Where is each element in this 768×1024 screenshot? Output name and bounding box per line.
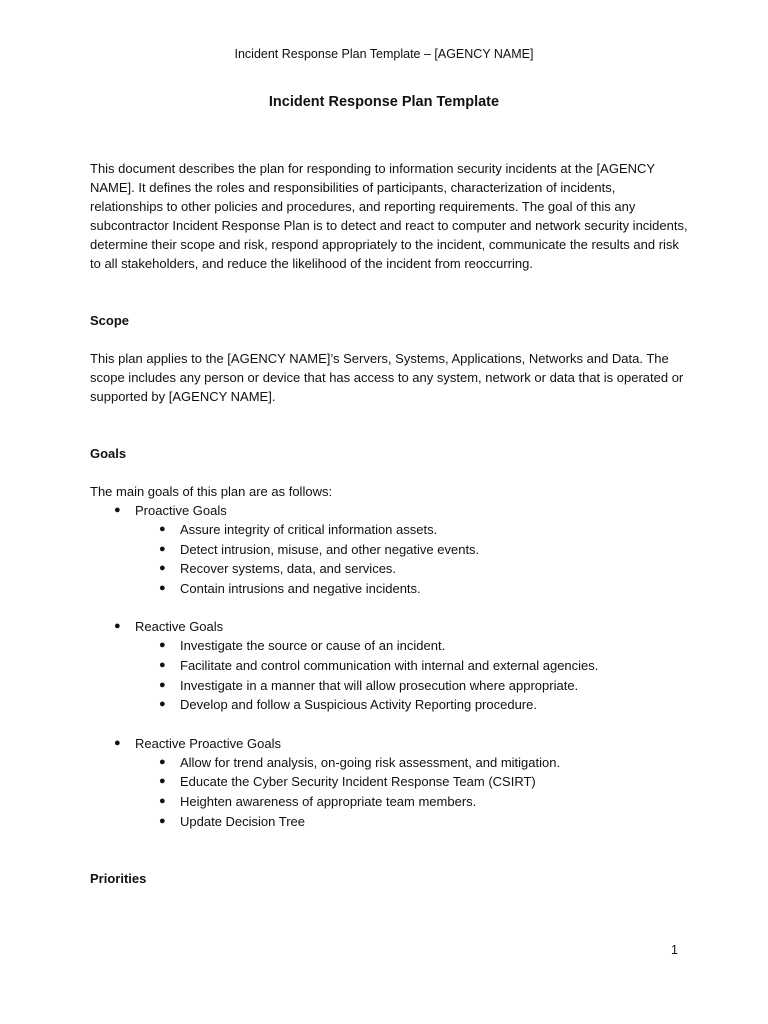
- bullet-icon: ●: [159, 814, 166, 827]
- page-header: Incident Response Plan Template – [AGENCY NAME]: [234, 47, 534, 61]
- goal-item: [135, 636, 690, 656]
- goal-item-text: Investigate in a manner that will allow prosecution where appropriate.: [180, 677, 579, 693]
- bullet-icon: ●: [159, 639, 166, 652]
- goal-group: [90, 617, 690, 714]
- bullet-icon: ●: [159, 523, 166, 535]
- goal-item: [135, 540, 690, 560]
- goal-item-text: Assure integrity of critical information assets.: [180, 522, 438, 537]
- document-title: Incident Response Plan Template: [268, 94, 500, 110]
- bullet-icon: ●: [159, 658, 166, 671]
- intro-paragraph: This document describes the plan for responding to information security incidents at the [AGENCY NAME]. It defines the roles and responsibilities of participants, characterization of incidents, relationships to other policies and procedures, and reporting requirements. The goal of this any subcontractor Incident Response Plan is to detect and react to computer and network security incidents, determine their scope and risk, respond appropriately to the incident, communicate the results and risk to all stakeholders, and reduce the likelihood of the incident from reoccurring.: [90, 161, 688, 271]
- goal-group-label: Reactive Proactive Goals: [135, 735, 281, 751]
- bullet-icon: ●: [114, 504, 121, 516]
- document-body: [90, 159, 690, 888]
- bullet-icon: ●: [114, 620, 121, 633]
- goal-items-list: [135, 636, 690, 714]
- goal-item: [135, 656, 690, 676]
- bullet-icon: ●: [159, 581, 166, 594]
- goal-item-text: Develop and follow a Suspicious Activity Reporting procedure.: [180, 697, 537, 713]
- bullet-icon: ●: [159, 755, 166, 768]
- goal-items-list: [135, 520, 690, 598]
- goal-item: [135, 812, 690, 832]
- priorities-heading: Priorities: [90, 871, 147, 887]
- goal-group-label: Proactive Goals: [135, 503, 227, 518]
- goal-item-text: Allow for trend analysis, on-going risk assessment, and mitigation.: [180, 754, 561, 770]
- bullet-icon: ●: [159, 775, 166, 788]
- bullet-icon: ●: [114, 736, 121, 749]
- bullet-icon: ●: [159, 678, 166, 691]
- goal-item-text: Recover systems, data, and services.: [180, 561, 397, 577]
- bullet-icon: ●: [159, 794, 166, 807]
- goal-item-text: Contain intrusions and negative incidents.: [180, 580, 421, 596]
- scope-paragraph: This plan applies to the [AGENCY NAME]’s Servers, Systems, Applications, Networks and Data. The scope includes any person or device that has access to any system, network or data that is operated or supported by [AGENCY NAME].: [90, 351, 684, 404]
- goal-item: [135, 772, 690, 792]
- goal-item: [135, 559, 690, 579]
- goal-item-text: Update Decision Tree: [180, 813, 306, 829]
- goal-item-text: Educate the Cyber Security Incident Response Team (CSIRT): [180, 774, 536, 790]
- bullet-icon: ●: [159, 562, 166, 575]
- goal-group: [90, 501, 690, 598]
- goal-item: [135, 695, 690, 715]
- goal-item: [135, 676, 690, 696]
- goal-item: [135, 520, 690, 540]
- goal-item-text: Facilitate and control communication with internal and external agencies.: [180, 657, 599, 673]
- goal-item-text: Investigate the source or cause of an incident.: [180, 638, 446, 654]
- goal-group: [90, 734, 690, 831]
- bullet-icon: ●: [159, 542, 166, 555]
- goal-item: [135, 579, 690, 599]
- page-number: 1: [671, 943, 678, 957]
- scope-heading: Scope: [90, 313, 130, 328]
- goal-item: [135, 753, 690, 773]
- goal-item-text: Heighten awareness of appropriate team members.: [180, 793, 477, 809]
- goal-item: [135, 792, 690, 812]
- bullet-icon: ●: [159, 698, 166, 711]
- goal-items-list: [135, 753, 690, 831]
- goal-group-label: Reactive Goals: [135, 619, 224, 635]
- goal-item-text: Detect intrusion, misuse, and other negative events.: [180, 541, 480, 557]
- goals-heading: Goals: [90, 446, 127, 461]
- goals-intro: The main goals of this plan are as follows:: [90, 484, 333, 499]
- goal-groups-list: [90, 501, 690, 831]
